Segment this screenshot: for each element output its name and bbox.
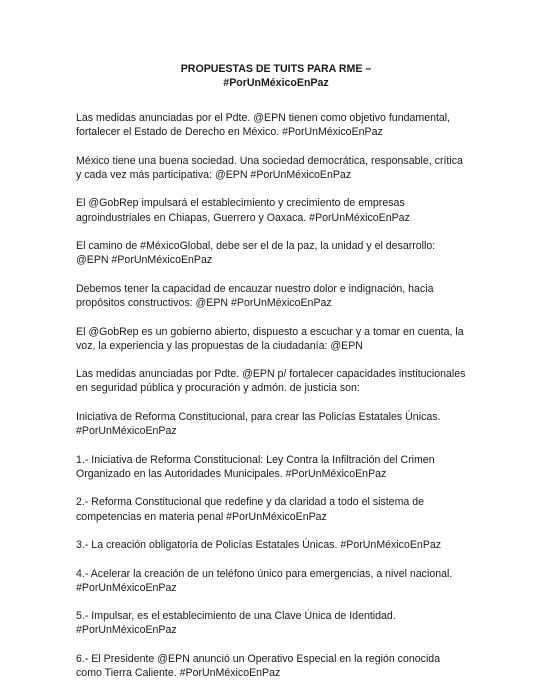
paragraph-8: Iniciativa de Reforma Constitucional, para crear las Policías Estatales Únicas. #PorUnMéxicoEnPaz bbox=[76, 410, 441, 438]
paragraph-4: El camino de #MéxicoGlobal, debe ser el de la paz, la unidad y el desarrollo: @EPN #PorUnMéxicoEnPaz bbox=[76, 240, 436, 267]
list-item-5: 5.- Impulsar, es el establecimiento de una Clave Única de Identidad. #PorUnMéxicoEnPaz bbox=[76, 610, 396, 637]
paragraph-2: México tiene una buena sociedad. Una sociedad democrática, responsable, crítica y cada vez más participativa: @EPN #PorUnMéxicoEnPaz bbox=[76, 154, 463, 181]
document-title bbox=[76, 62, 476, 90]
paragraph-3: El @GobRep impulsará el establecimiento y crecimiento de empresas agroindustriales en Chiapas, Guerrero y Oaxaca. #PorUnMéxicoEnPaz bbox=[76, 197, 410, 224]
paragraph-1: Las medidas anunciadas por el Pdte. @EPN tienen como objetivo fundamental, fortalecer el Estado de Derecho en México. #PorUnMéxicoEnPaz bbox=[76, 112, 451, 139]
title-line-2: #PorUnMéxicoEnPaz bbox=[223, 77, 329, 89]
list-item-4: 4.- Acelerar la creación de un teléfono único para emergencias, a nivel nacional. #PorUnMéxicoEnPaz bbox=[76, 567, 453, 594]
list-item-1: 1.- Iniciativa de Reforma Constitucional: Ley Contra la Infiltración del Crimen Organizado en las Autoridades Municipales. #PorUnMéxicoEnPaz bbox=[76, 453, 435, 480]
paragraph-5: Debemos tener la capacidad de encauzar nuestro dolor e indignación, hacia propósitos constructivos: @EPN #PorUnMéxicoEnPaz bbox=[76, 282, 434, 310]
paragraph-6: El @GobRep es un gobierno abierto, dispuesto a escuchar y a tomar en cuenta, la voz, la experiencia y las propuestas de la ciudadanía: @EPN bbox=[76, 325, 464, 352]
list-item-3: 3.- La creación obligatoria de Policías Estatales Únicas. #PorUnMéxicoEnPaz bbox=[76, 539, 442, 552]
list-item-6: 6.- El Presidente @EPN anunció un Operativo Especial en la región conocida como Tierra Caliente. #PorUnMéxicoEnPaz bbox=[76, 652, 441, 680]
title-line-1: PROPUESTAS DE TUITS PARA RME – bbox=[180, 63, 372, 75]
paragraph-7: Las medidas anunciadas por Pdte. @EPN p/ fortalecer capacidades institucionales en seguridad pública y procuración y admón. de justicia son: bbox=[76, 368, 466, 395]
list-item-2: 2.- Reforma Constitucional que redefine y da claridad a todo el sistema de competencias en materia penal #PorUnMéxicoEnPaz bbox=[76, 496, 425, 523]
